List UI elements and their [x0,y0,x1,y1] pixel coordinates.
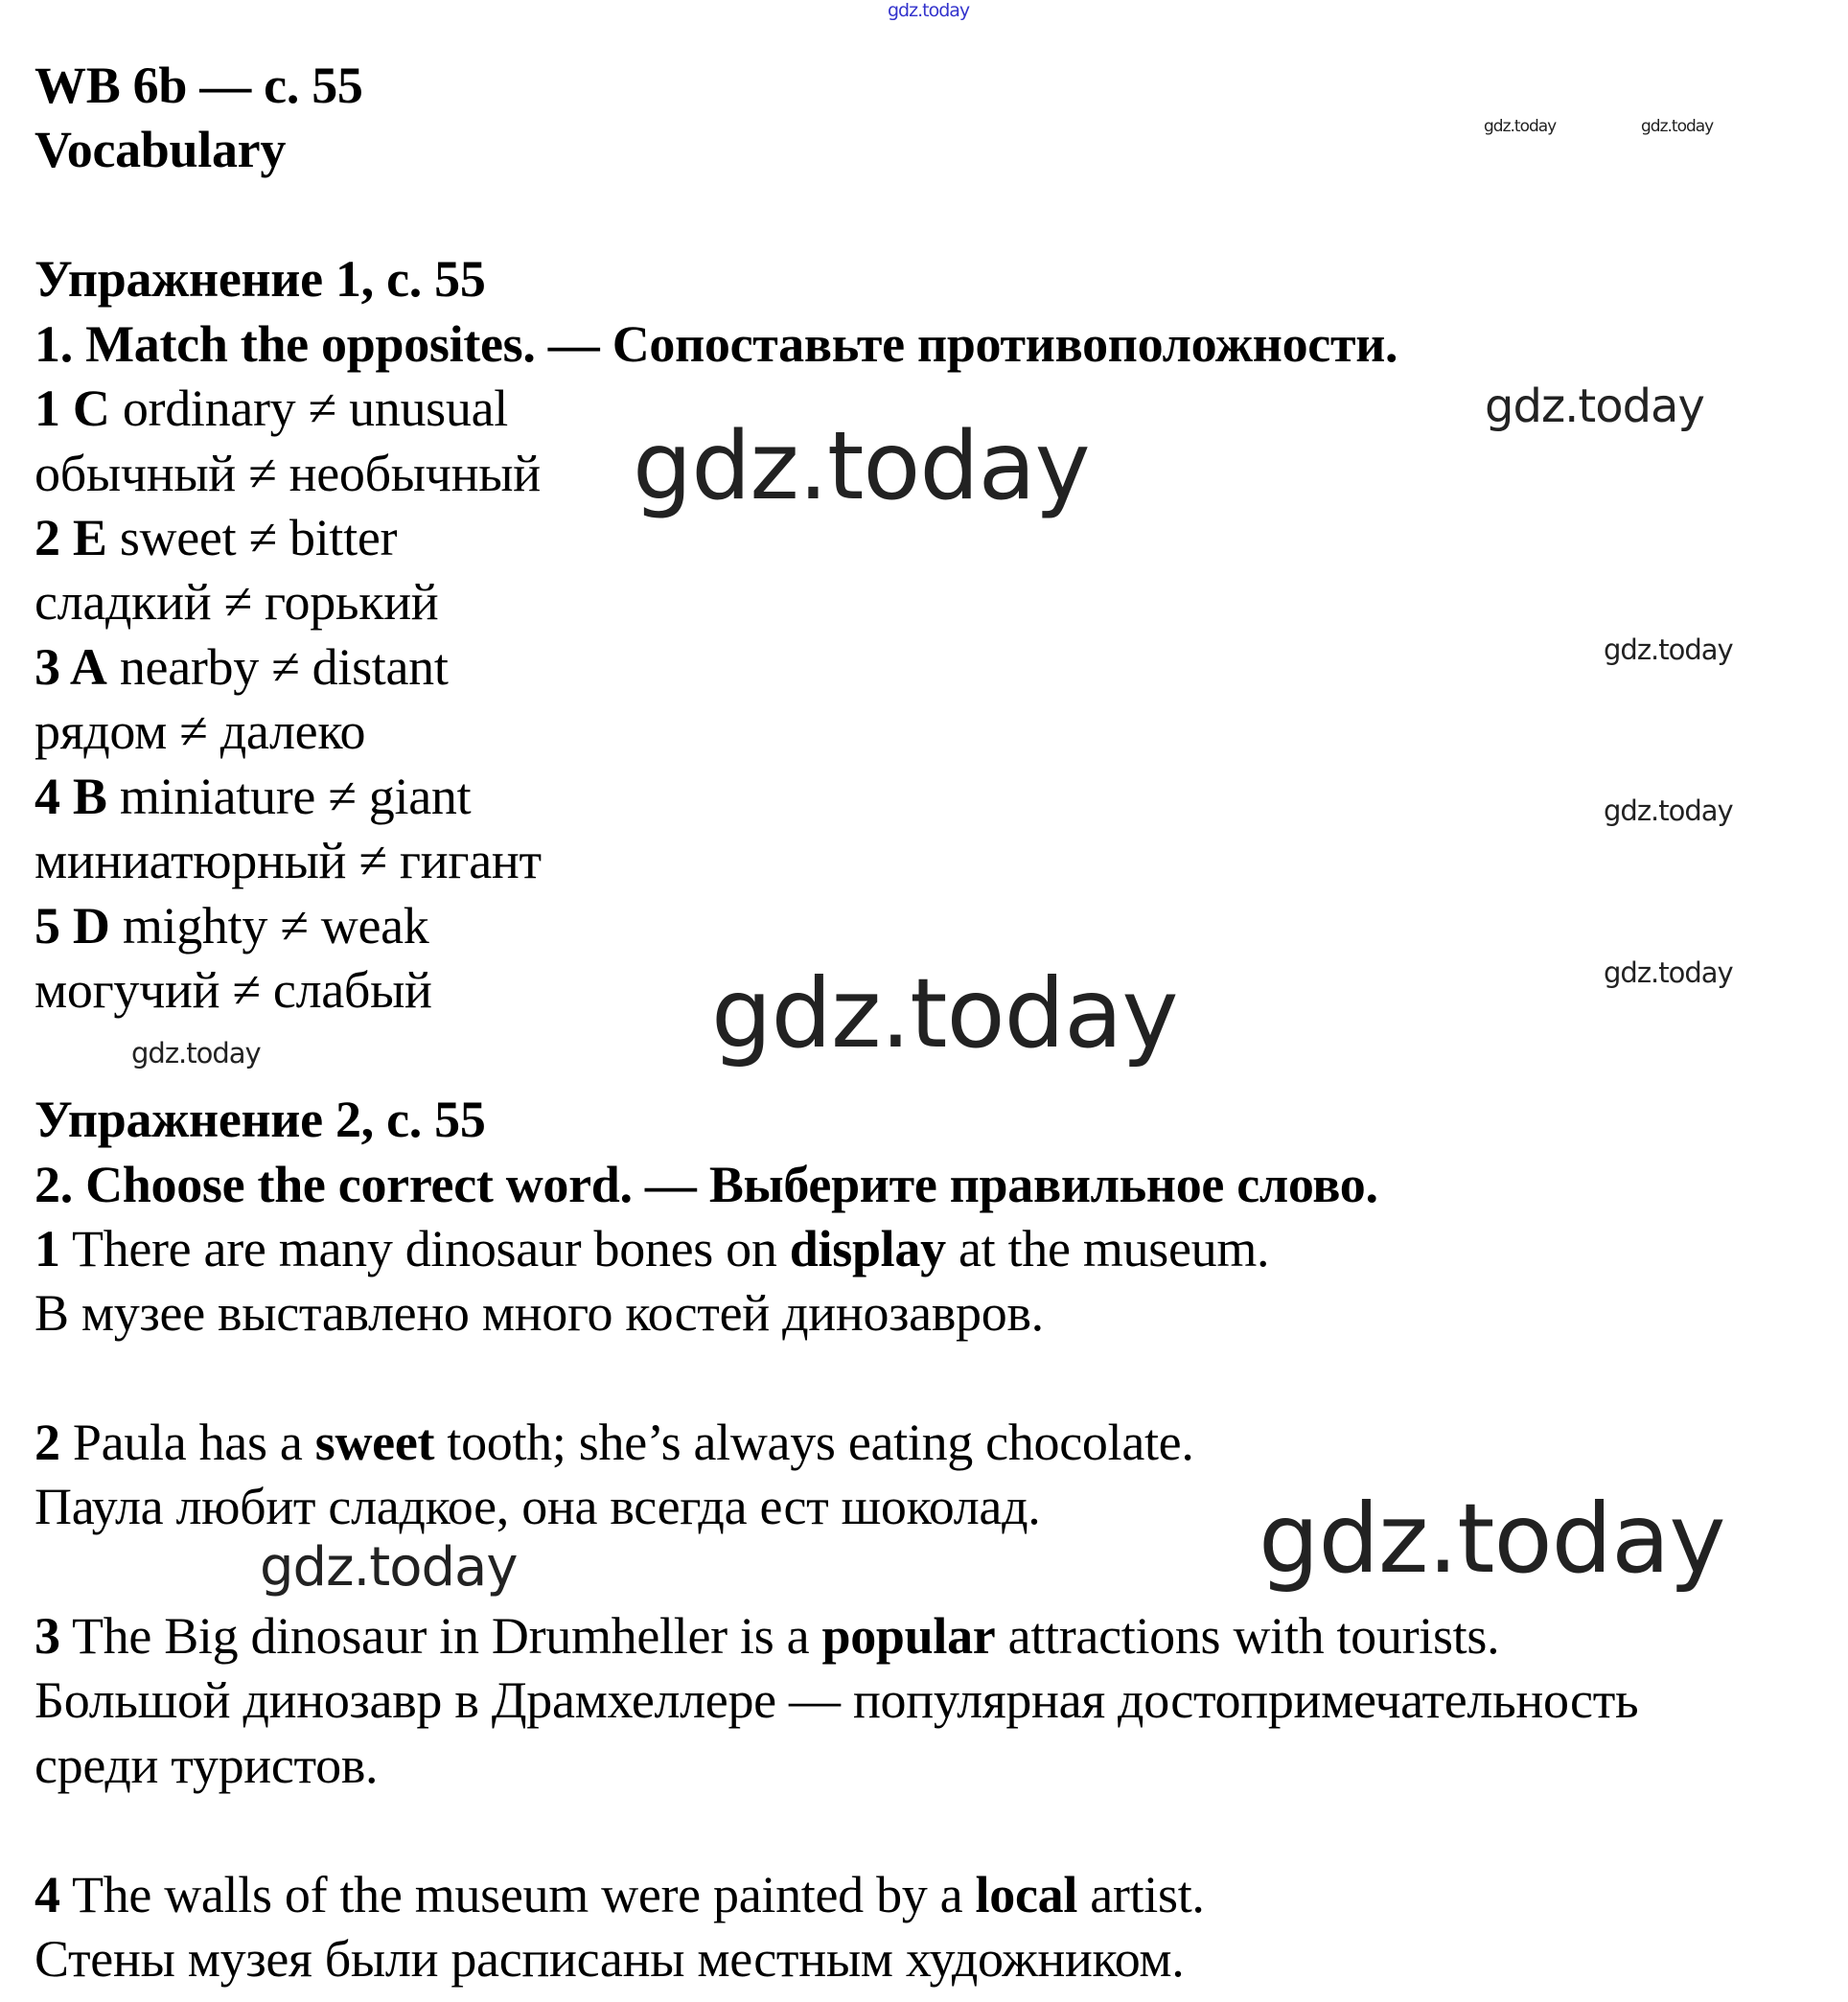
item-key: 2 E [35,509,107,566]
item-key: 4 B [35,768,107,825]
sentence [35,1411,1194,1475]
list-item-translation: обычный ≠ необычный [35,445,541,502]
watermark: gdz.today [1604,633,1733,666]
watermark: gdz.today [1641,117,1714,136]
exercise-2-task: 2. Choose the correct word. — Выберите правильное слово. [35,1156,1378,1213]
list-item-translation: рядом ≠ далеко [35,702,366,760]
sentence [35,1604,1499,1668]
list-item-translation: могучий ≠ слабый [35,961,432,1019]
item-en: ordinary ≠ unusual [122,380,508,437]
task-en: Match the opposites. [85,315,536,373]
answer-word: popular [821,1607,996,1665]
watermark: gdz.today [1604,794,1733,827]
sentence-translation: Большой динозавр в Драмхеллере — популярная достопримечательность [35,1671,1639,1729]
answer-word: local [975,1866,1078,1923]
exercise-2-heading: Упражнение 2, с. 55 [35,1091,486,1148]
watermark: gdz.today [1484,117,1557,136]
sentence-number: 3 [35,1607,60,1665]
item-en: miniature ≠ giant [119,768,472,825]
sentence-translation: В музее выставлено много костей динозавров. [35,1284,1044,1342]
sentence-translation: Стены музея были расписаны местным художником. [35,1930,1185,1988]
watermark: gdz.today [1604,956,1733,989]
watermark: gdz.today [1485,380,1704,433]
item-key: 3 A [35,638,107,696]
task-ru: — Сопоставьте противоположности. [547,315,1398,373]
sentence [35,1217,1269,1281]
page-title: WB 6b — c. 55 [35,57,363,114]
watermark: gdz.today [1259,1483,1725,1595]
answer-word: display [789,1220,946,1277]
answer-word: sweet [314,1414,435,1471]
sentence-post: attractions with tourists. [1007,1607,1500,1665]
exercise-1-task [35,312,1398,377]
watermark: gdz.today [711,957,1178,1070]
sentence-pre: Paula has a [72,1414,303,1471]
list-item [35,635,449,700]
item-en: nearby ≠ distant [119,638,449,696]
sentence-post: tooth; she’s always eating chocolate. [447,1414,1194,1471]
watermark: gdz.today [633,412,1090,521]
list-item [35,506,397,570]
sentence-pre: The walls of the museum were painted by a [71,1866,963,1923]
sentence-post: artist. [1090,1866,1205,1923]
sentence-translation: среди туристов. [35,1737,379,1794]
sentence-translation: Паула любит сладкое, она всегда ест шоколад. [35,1478,1041,1535]
sentence-number: 1 [35,1220,60,1277]
watermark: gdz.today [260,1536,518,1599]
task-number: 1. [35,315,73,373]
sentence-pre: The Big dinosaur in Drumheller is a [71,1607,810,1665]
sentence-post: at the museum. [959,1220,1270,1277]
sentence [35,1863,1205,1927]
page-subtitle: Vocabulary [35,121,287,178]
list-item [35,765,471,829]
item-key: 1 C [35,380,110,437]
item-en: sweet ≠ bitter [119,509,398,566]
list-item-translation: сладкий ≠ горький [35,573,439,631]
watermark: gdz.today [131,1037,261,1070]
watermark-top: gdz.today [888,0,970,21]
exercise-1-heading: Упражнение 1, с. 55 [35,250,486,308]
list-item [35,894,429,958]
item-en: mighty ≠ weak [122,897,429,955]
list-item-translation: миниатюрный ≠ гигант [35,832,542,889]
sentence-number: 4 [35,1866,60,1923]
sentence-number: 2 [35,1414,60,1471]
list-item [35,377,508,441]
item-key: 5 D [35,897,110,955]
sentence-pre: There are many dinosaur bones on [71,1220,777,1277]
